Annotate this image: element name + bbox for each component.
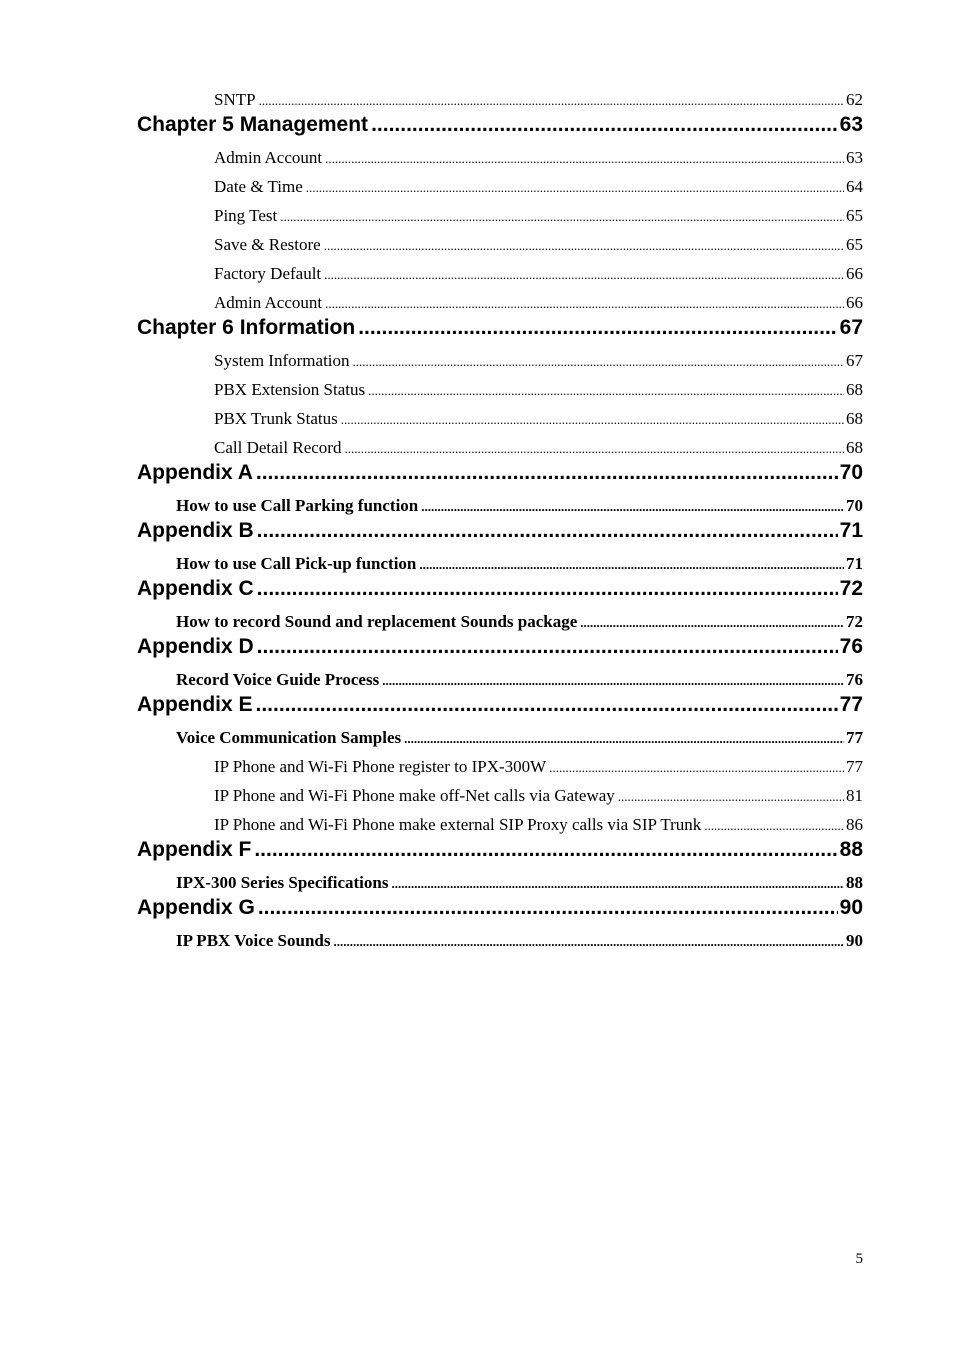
- dot-leader: [353, 354, 844, 370]
- toc-entry-title: Date & Time: [214, 177, 303, 196]
- toc-entry[interactable]: [214, 235, 863, 259]
- dot-leader: [391, 876, 844, 892]
- toc-entry-page: 70: [839, 461, 863, 484]
- toc-entry-title: Appendix E: [137, 693, 253, 716]
- toc-entry-page: 88: [839, 838, 863, 861]
- toc-entry-title: Call Detail Record: [214, 438, 342, 457]
- dot-leader: [421, 499, 844, 515]
- toc-entry-title: How to use Call Parking function: [176, 496, 419, 515]
- toc-entry-page: 90: [846, 931, 863, 950]
- toc-entry-page: 71: [846, 554, 863, 573]
- toc-entry[interactable]: [176, 931, 863, 955]
- toc-entry-title: Ping Test: [214, 206, 278, 225]
- dot-leader: [324, 267, 844, 283]
- toc-entry-page: 65: [846, 206, 863, 225]
- toc-heading[interactable]: [137, 519, 863, 547]
- toc-entry-title: Appendix F: [137, 838, 252, 861]
- dot-leader: [580, 615, 844, 631]
- toc-entry-title: Record Voice Guide Process: [176, 670, 380, 689]
- dot-leader: [259, 93, 844, 109]
- toc-entry[interactable]: [214, 206, 863, 230]
- dot-leader: [333, 934, 844, 950]
- toc-entry-page: 68: [846, 438, 863, 457]
- toc-entry-page: 64: [846, 177, 863, 196]
- toc-entry[interactable]: [176, 873, 863, 897]
- toc-entry[interactable]: [176, 496, 863, 520]
- dot-leader: [254, 838, 837, 862]
- dot-leader: [324, 238, 844, 254]
- dot-leader: [325, 296, 844, 312]
- toc-entry-page: 66: [846, 264, 863, 283]
- dot-leader: [325, 151, 844, 167]
- toc-entry[interactable]: [214, 264, 863, 288]
- dot-leader: [358, 316, 837, 340]
- dot-leader: [257, 519, 838, 543]
- toc-entry[interactable]: [214, 148, 863, 172]
- toc-entry-title: How to use Call Pick-up function: [176, 554, 417, 573]
- toc-entry-title: Appendix B: [137, 519, 254, 542]
- dot-leader: [341, 412, 844, 428]
- toc-heading[interactable]: [137, 316, 863, 344]
- toc-entry-title: PBX Trunk Status: [214, 409, 338, 428]
- toc-heading[interactable]: [137, 461, 863, 489]
- toc-entry-page: 63: [846, 148, 863, 167]
- dot-leader: [404, 731, 844, 747]
- dot-leader: [257, 577, 838, 601]
- toc-heading[interactable]: [137, 113, 863, 141]
- page-number: 5: [855, 1251, 863, 1267]
- dot-leader: [549, 760, 844, 776]
- toc-entry-title: Admin Account: [214, 148, 323, 167]
- toc-entry-page: 66: [846, 293, 863, 312]
- toc-entry[interactable]: [214, 757, 863, 781]
- toc-heading[interactable]: [137, 577, 863, 605]
- toc-entry[interactable]: [176, 670, 863, 694]
- toc-entry-title: System Information: [214, 351, 350, 370]
- toc-entry[interactable]: [214, 815, 863, 839]
- toc-entry-title: IP Phone and Wi-Fi Phone make external SIP Proxy calls via SIP Trunk: [214, 815, 702, 834]
- toc-entry-page: 62: [846, 90, 863, 109]
- toc-entry-page: 65: [846, 235, 863, 254]
- dot-leader: [258, 896, 838, 920]
- toc-entry-title: Appendix D: [137, 635, 254, 658]
- toc-heading[interactable]: [137, 896, 863, 924]
- toc-entry-title: Appendix G: [137, 896, 255, 919]
- toc-entry-page: 90: [839, 896, 863, 919]
- toc-heading[interactable]: [137, 838, 863, 866]
- toc-heading[interactable]: [137, 635, 863, 663]
- toc-entry-page: 63: [839, 113, 863, 136]
- toc-entry[interactable]: [214, 786, 863, 810]
- dot-leader: [704, 818, 844, 834]
- dot-leader: [256, 461, 838, 485]
- toc-entry-page: 67: [839, 316, 863, 339]
- toc-entry-page: 81: [846, 786, 863, 805]
- toc-entry-page: 71: [839, 519, 863, 542]
- toc-entry-title: Appendix C: [137, 577, 254, 600]
- toc-entry[interactable]: [214, 438, 863, 462]
- toc-entry-title: SNTP: [214, 90, 256, 109]
- toc-entry[interactable]: [176, 612, 863, 636]
- toc-entry-page: 67: [846, 351, 863, 370]
- dot-leader: [257, 635, 838, 659]
- dot-leader: [280, 209, 844, 225]
- toc-entry-title: Chapter 5 Management: [137, 113, 369, 136]
- dot-leader: [618, 789, 844, 805]
- dot-leader: [419, 557, 844, 573]
- toc-entry-title: Appendix A: [137, 461, 253, 484]
- toc-entry[interactable]: [176, 554, 863, 578]
- toc-entry-page: 88: [846, 873, 863, 892]
- toc-heading[interactable]: [137, 693, 863, 721]
- toc-entry-title: Save & Restore: [214, 235, 321, 254]
- toc-entry-page: 72: [846, 612, 863, 631]
- toc-entry-page: 72: [839, 577, 863, 600]
- toc-entry-page: 68: [846, 380, 863, 399]
- toc-entry-page: 77: [839, 693, 863, 716]
- toc-entry[interactable]: [214, 177, 863, 201]
- dot-leader: [382, 673, 844, 689]
- toc-entry-title: Chapter 6 Information: [137, 316, 356, 339]
- toc-entry-page: 77: [846, 728, 863, 747]
- toc-entry-title: IPX-300 Series Specifications: [176, 873, 389, 892]
- toc-entry-page: 86: [846, 815, 863, 834]
- toc-entry[interactable]: [176, 728, 863, 752]
- toc-entry-title: IP Phone and Wi-Fi Phone make off-Net calls via Gateway: [214, 786, 615, 805]
- dot-leader: [371, 113, 838, 137]
- toc-entry-page: 77: [846, 757, 863, 776]
- toc-entry-title: Voice Communication Samples: [176, 728, 402, 747]
- toc-entry[interactable]: [214, 380, 863, 404]
- toc-entry-title: PBX Extension Status: [214, 380, 366, 399]
- toc-entry-page: 68: [846, 409, 863, 428]
- toc-entry-title: IP Phone and Wi-Fi Phone register to IPX-300W: [214, 757, 547, 776]
- toc-entry-page: 70: [846, 496, 863, 515]
- dot-leader: [344, 441, 844, 457]
- toc-entry-title: How to record Sound and replacement Sounds package: [176, 612, 578, 631]
- toc-entry[interactable]: [214, 351, 863, 375]
- toc-entry[interactable]: [214, 409, 863, 433]
- toc-entry-title: Admin Account: [214, 293, 323, 312]
- toc-entry[interactable]: [214, 90, 863, 114]
- toc-entry-title: Factory Default: [214, 264, 322, 283]
- toc-entry-page: 76: [839, 635, 863, 658]
- toc-entry[interactable]: [214, 293, 863, 317]
- dot-leader: [306, 180, 844, 196]
- toc-entry-title: IP PBX Voice Sounds: [176, 931, 331, 950]
- dot-leader: [256, 693, 838, 717]
- toc-entry-page: 76: [846, 670, 863, 689]
- dot-leader: [368, 383, 844, 399]
